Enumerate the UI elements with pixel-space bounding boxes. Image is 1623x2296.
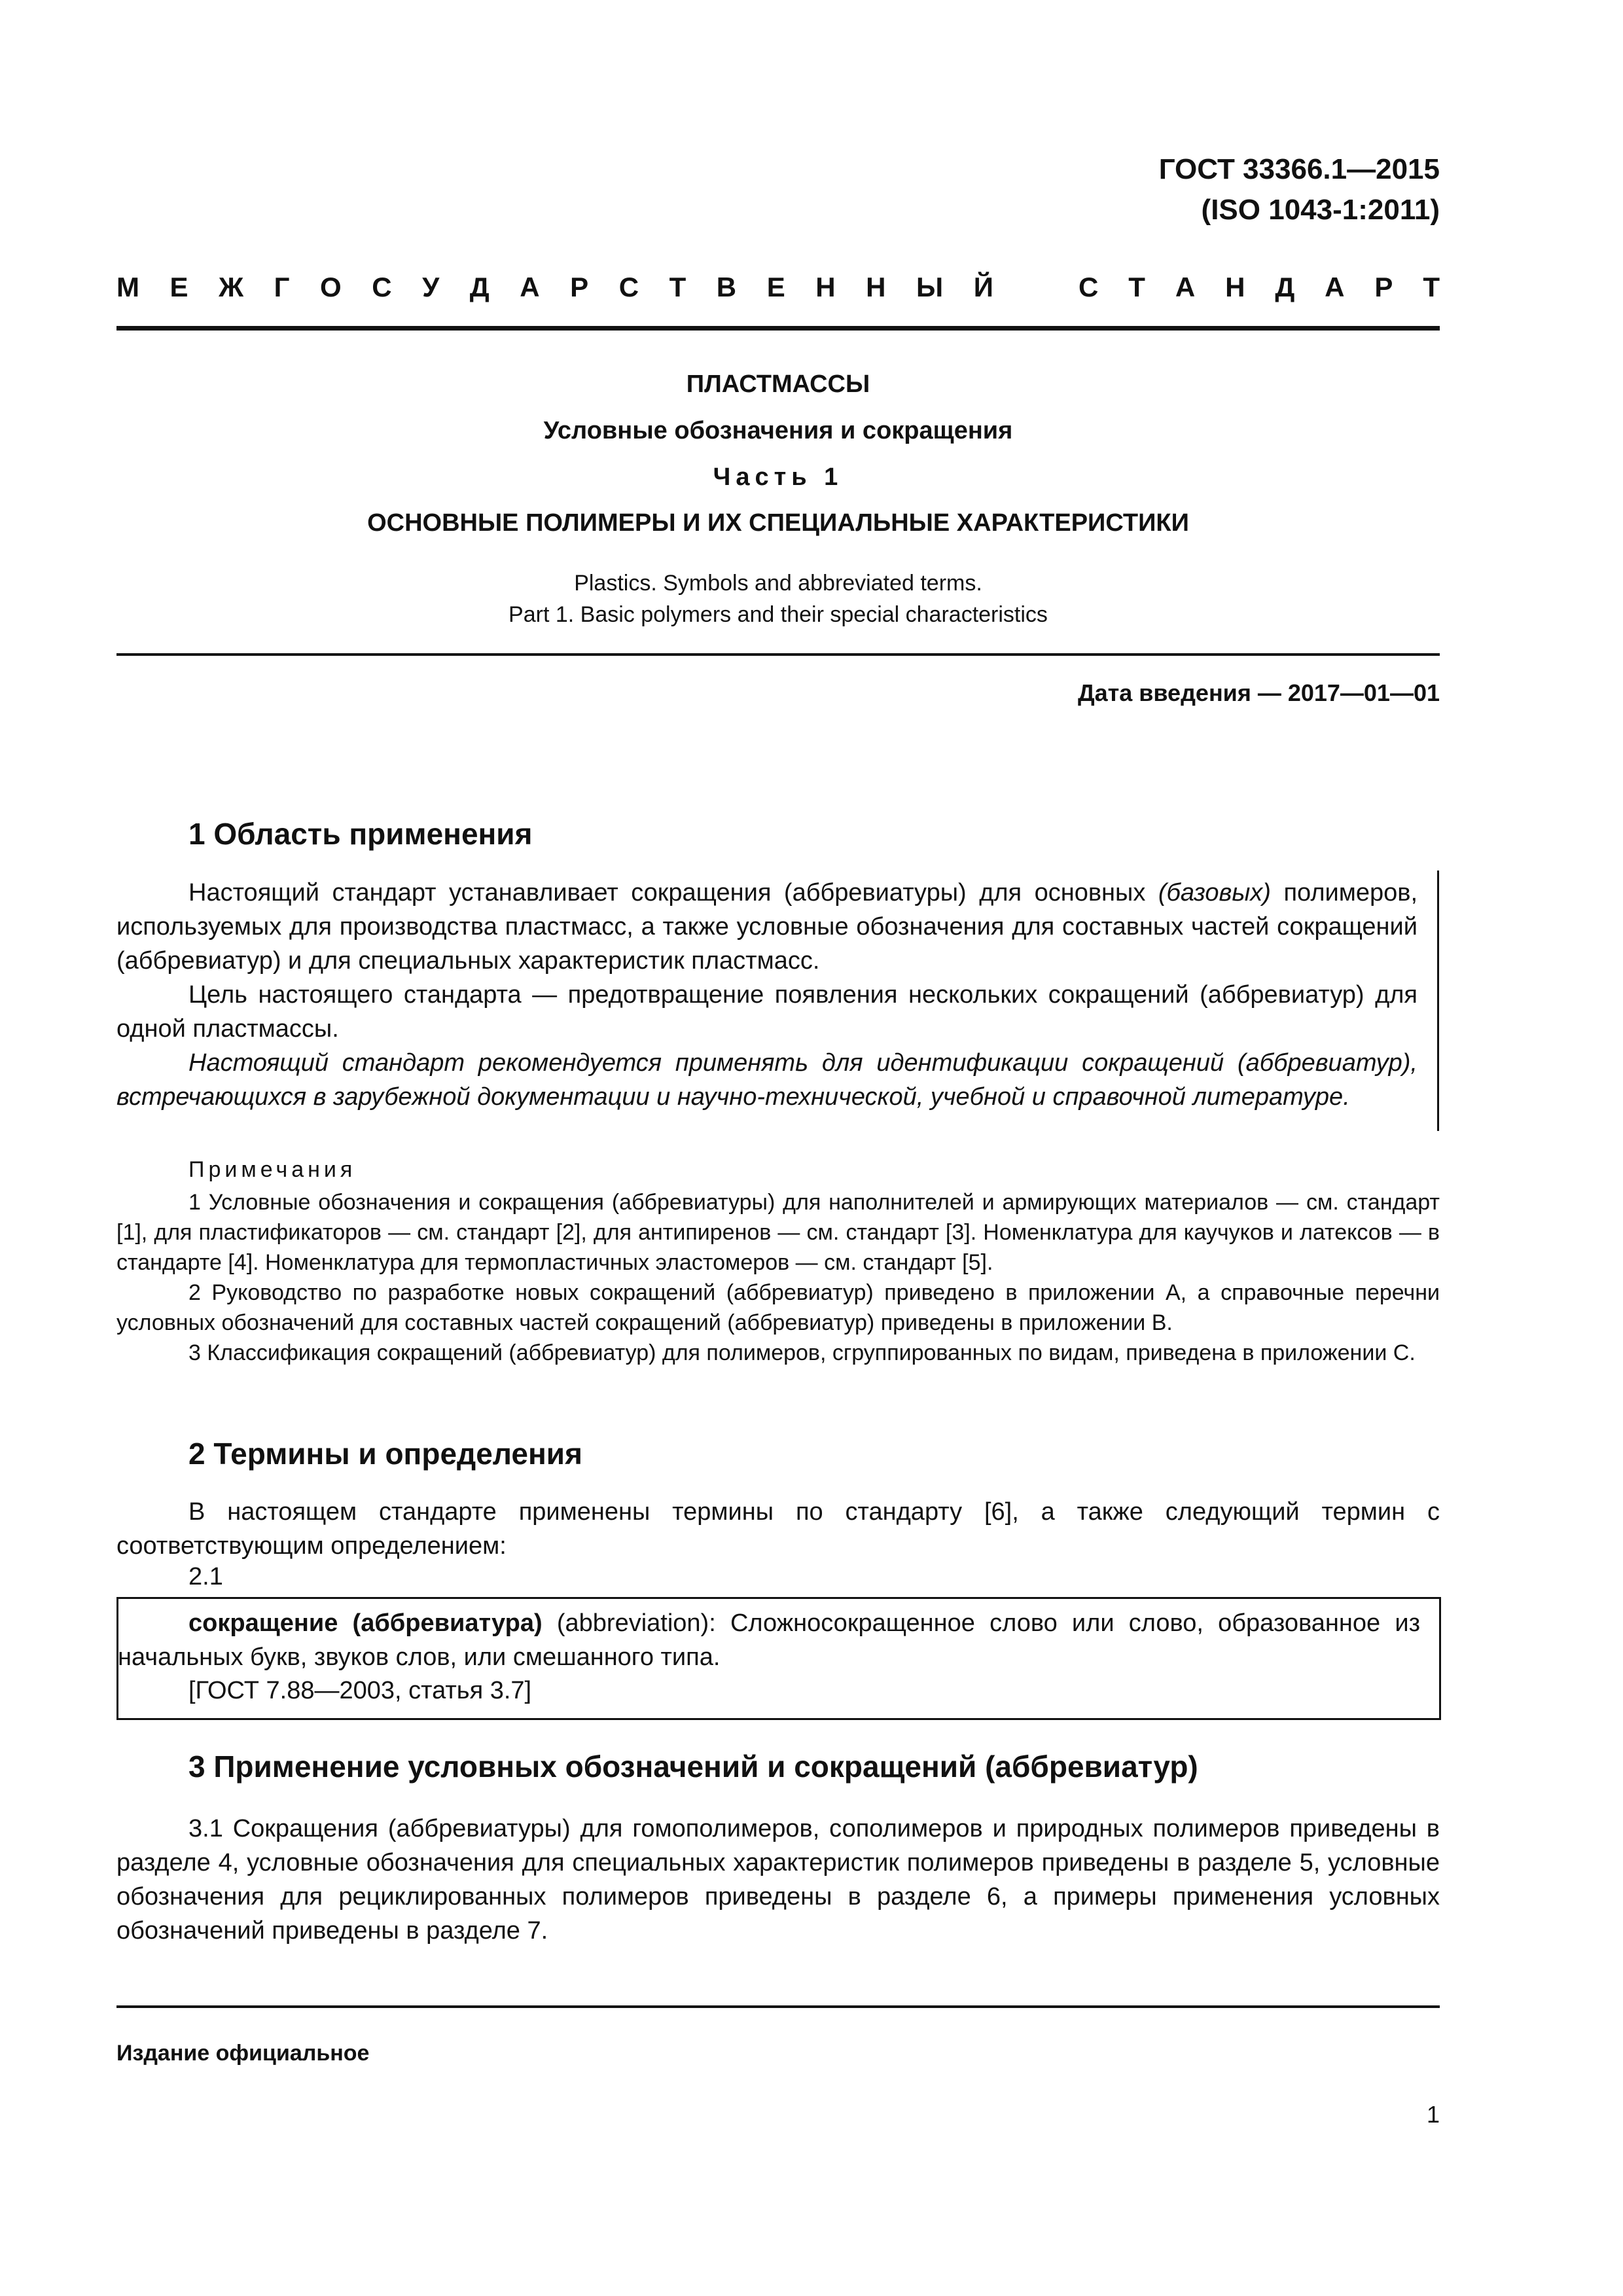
banner-letter: Н xyxy=(1225,272,1245,302)
banner-letter: Е xyxy=(766,272,785,302)
banner-letter: В xyxy=(716,272,737,302)
banner-letter: Т xyxy=(1423,272,1440,302)
banner-letter: Ы xyxy=(916,272,944,302)
term-definition xyxy=(118,1606,1420,1674)
banner-letter: Н xyxy=(866,272,886,302)
banner-word-standard xyxy=(1079,272,1440,303)
banner-letter: Р xyxy=(570,272,589,302)
gost-number: ГОСТ 33366.1—2015 xyxy=(1158,153,1440,185)
section-2-paragraph-1: В настоящем стандарте применены термины по стандарту [6], а также следующий термин с соответствующим определением: xyxy=(116,1498,1440,1560)
banner-letter: М xyxy=(116,272,139,302)
term-source-reference: [ГОСТ 7.88—2003, статья 3.7] xyxy=(188,1677,532,1704)
banner-letter: С xyxy=(618,272,639,302)
section-1-heading: 1 Область применения xyxy=(188,817,533,851)
banner-letter: Е xyxy=(169,272,188,302)
term-definition-text: (abbreviation): Сложносокращенное слово или слово, образованное из начальных букв, звуков слов, или смешанного типа. xyxy=(118,1609,1420,1671)
banner-letter: С xyxy=(372,272,392,302)
banner-letter: Й xyxy=(973,272,993,302)
notes-heading: Примечания xyxy=(188,1157,357,1182)
header-rule xyxy=(116,326,1440,331)
term-name: сокращение (аббревиатура) xyxy=(188,1609,543,1637)
banner-letter: Т xyxy=(669,272,687,302)
banner-letter: Н xyxy=(815,272,836,302)
section-1-paragraph-2: Цель настоящего стандарта — предотвращение появления нескольких сокращений (аббревиатур) для одной пластмассы. xyxy=(116,981,1418,1043)
banner-letter: Г xyxy=(274,272,290,302)
note-2: 2 Руководство по разработке новых сокращений (аббревиатур) приведено в приложении А, а справочные перечни условных обозначений для составных частей сокращений (аббревиатур) приведены в приложении В. xyxy=(116,1280,1440,1335)
page-number: 1 xyxy=(1426,2101,1440,2128)
title-sub: Условные обозначения и сокращения xyxy=(543,417,1013,444)
section-1-paragraph-3: Настоящий стандарт рекомендуется применять для идентификации сокращений (аббревиатур), встречающихся в зарубежной документации и научно-технической, учебной и справочной литературе. xyxy=(116,1049,1418,1111)
note-1: 1 Условные обозначения и сокращения (аббревиатуры) для наполнителей и армирующих материалов — см. стандарт [1], для пластификаторов — см. стандарт [2], для антипиренов — см. стандарт [3]. Номенклатура для каучуков и латексов — в стандарте [4]. Номенклатура для термопластичных эластомеров — см. стандарт [5]. xyxy=(116,1190,1440,1275)
title-english-line2: Part 1. Basic polymers and their special characteristics xyxy=(508,602,1048,627)
title-rule xyxy=(116,653,1440,656)
banner-letter: А xyxy=(520,272,540,302)
edition-label: Издание официальное xyxy=(116,2041,370,2066)
banner-word-interstate xyxy=(116,272,993,303)
standard-number xyxy=(982,149,1440,230)
section-1-paragraph-1: Настоящий стандарт устанавливает сокращения (аббревиатуры) для основных (базовых) полимеров, используемых для производства пластмасс, а также условные обозначения для составных частей сокращений (аббревиатур) и для специальных характеристик пластмасс. xyxy=(116,879,1418,975)
iso-number: (ISO 1043-1:2011) xyxy=(1201,194,1440,226)
banner-letter: С xyxy=(1079,272,1099,302)
banner-letter: А xyxy=(1325,272,1345,302)
banner-letter: Д xyxy=(469,272,490,302)
banner-letter: О xyxy=(319,272,342,302)
note-3: 3 Классификация сокращений (аббревиатур) для полимеров, сгруппированных по видам, приведена в приложении С. xyxy=(188,1340,1416,1365)
banner-letter: Ж xyxy=(219,272,244,302)
banner-letter: У xyxy=(422,272,440,302)
banner-letter: А xyxy=(1175,272,1196,302)
interstate-standard-banner xyxy=(116,272,1440,311)
title-english-line1: Plastics. Symbols and abbreviated terms. xyxy=(574,571,982,596)
footer-rule xyxy=(116,2005,1440,2008)
title-main: ПЛАСТМАССЫ xyxy=(686,370,870,398)
section-3-heading: 3 Применение условных обозначений и сокращений (аббревиатур) xyxy=(188,1749,1198,1784)
banner-letter: Д xyxy=(1275,272,1295,302)
change-bar xyxy=(1437,870,1439,1131)
title-part-name: ОСНОВНЫЕ ПОЛИМЕРЫ И ИХ СПЕЦИАЛЬНЫЕ ХАРАКТЕРИСТИКИ xyxy=(367,509,1189,537)
clause-number: 2.1 xyxy=(188,1563,223,1590)
title-part: Часть 1 xyxy=(713,463,844,491)
banner-letter: Р xyxy=(1374,272,1393,302)
banner-letter: Т xyxy=(1128,272,1145,302)
section-3-paragraph-1: 3.1 Сокращения (аббревиатуры) для гомополимеров, сополимеров и природных полимеров приведены в разделе 4, условные обозначения для специальных характеристик полимеров приведены в разделе 5, условные обозначения для рециклированных полимеров приведены в разделе 6, а примеры применения условных обозначений приведены в разделе 7. xyxy=(116,1815,1440,1945)
introduction-date: Дата введения — 2017—01—01 xyxy=(1077,679,1440,706)
section-2-heading: 2 Термины и определения xyxy=(188,1437,582,1471)
